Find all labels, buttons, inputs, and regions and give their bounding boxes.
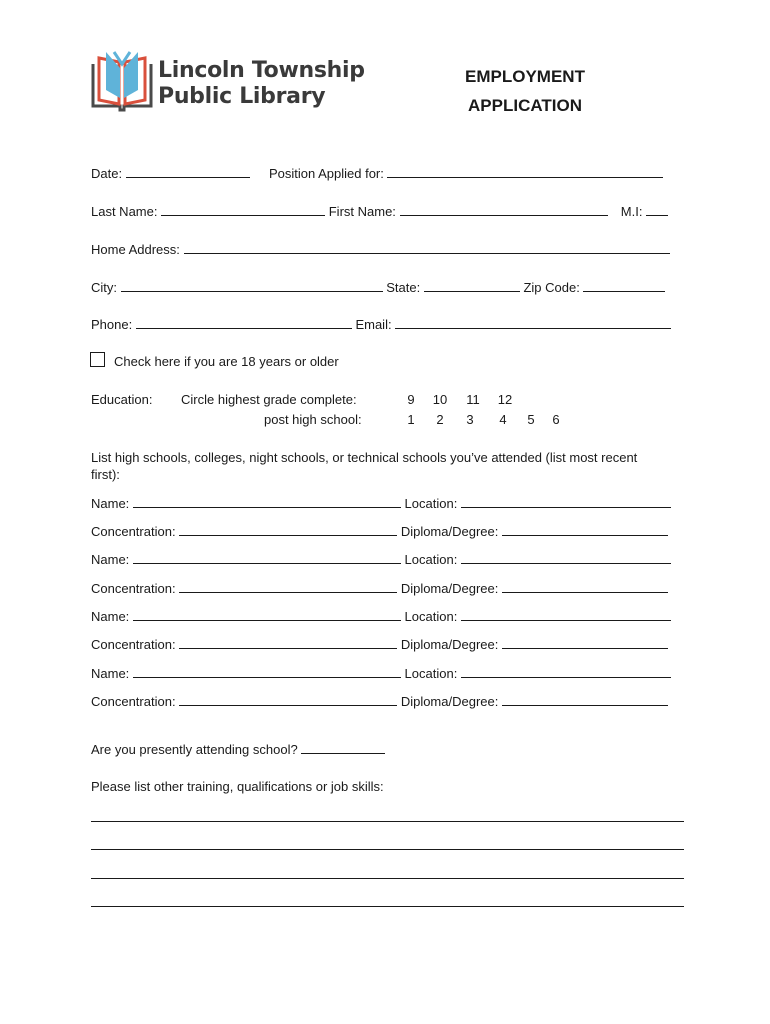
grade-11[interactable]: 11 (466, 392, 480, 407)
school-name-label: Name: (91, 666, 130, 681)
name-row (91, 203, 668, 220)
skills-line-3[interactable] (91, 878, 684, 879)
school-name-row (91, 495, 671, 512)
school-name-row (91, 608, 671, 625)
school-name-field[interactable] (133, 551, 401, 564)
post-year-2[interactable]: 2 (436, 412, 444, 427)
school-location-field[interactable] (461, 665, 671, 678)
post-year-4[interactable]: 4 (499, 412, 507, 427)
attending-row (91, 741, 385, 758)
logo-line-2: Public Library (158, 84, 326, 109)
last-name-label: Last Name: (91, 204, 158, 219)
attending-field[interactable] (301, 741, 385, 754)
school-concentration-row (91, 580, 668, 597)
diploma-label: Diploma/Degree: (400, 581, 499, 596)
state-label: State: (386, 280, 421, 295)
library-logo (90, 48, 380, 118)
school-location-field[interactable] (461, 551, 671, 564)
school-name-label: Name: (91, 609, 130, 624)
address-row (91, 241, 670, 258)
school-concentration-row (91, 693, 668, 710)
concentration-label: Concentration: (91, 694, 176, 709)
grade-12[interactable]: 12 (497, 392, 513, 407)
date-position-row (91, 165, 663, 182)
position-label: Position Applied for: (268, 166, 384, 181)
phone-label: Phone: (91, 317, 133, 332)
school-location-field[interactable] (461, 608, 671, 621)
concentration-label: Concentration: (91, 637, 176, 652)
city-field[interactable] (121, 279, 383, 292)
diploma-label: Diploma/Degree: (400, 637, 499, 652)
position-field[interactable] (387, 165, 663, 178)
date-field[interactable] (126, 165, 250, 178)
phone-field[interactable] (136, 316, 352, 329)
email-label: Email: (355, 317, 392, 332)
skills-line-4[interactable] (91, 906, 684, 907)
skills-line-2[interactable] (91, 849, 684, 850)
post-high-school-label: post high school: (264, 412, 362, 427)
logo-text (158, 58, 365, 110)
school-location-field[interactable] (461, 495, 671, 508)
school-name-field[interactable] (133, 495, 401, 508)
concentration-label: Concentration: (91, 524, 176, 539)
book-icon (90, 50, 154, 112)
post-year-3[interactable]: 3 (466, 412, 474, 427)
school-location-label: Location: (404, 666, 458, 681)
school-name-row (91, 551, 671, 568)
concentration-field[interactable] (179, 523, 397, 536)
school-name-field[interactable] (133, 665, 401, 678)
city-label: City: (91, 280, 117, 295)
schools-intro-cont: first): (91, 467, 120, 482)
concentration-label: Concentration: (91, 581, 176, 596)
title-line-2: APPLICATION (468, 96, 582, 115)
school-location-label: Location: (404, 496, 458, 511)
post-year-5[interactable]: 5 (527, 412, 535, 427)
schools-intro: List high schools, colleges, night schools, or technical schools you’ve attended (list most recent (91, 450, 638, 465)
post-year-6[interactable]: 6 (552, 412, 560, 427)
concentration-field[interactable] (179, 580, 397, 593)
state-field[interactable] (424, 279, 520, 292)
title-line-1: EMPLOYMENT (465, 67, 585, 86)
concentration-field[interactable] (179, 693, 397, 706)
school-concentration-row (91, 636, 668, 653)
age-check-label: Check here if you are 18 years or older (114, 354, 339, 369)
zip-label: Zip Code: (523, 280, 580, 295)
zip-field[interactable] (583, 279, 665, 292)
diploma-label: Diploma/Degree: (400, 694, 499, 709)
email-field[interactable] (395, 316, 671, 329)
grade-10[interactable]: 10 (432, 392, 448, 407)
post-year-1[interactable]: 1 (407, 412, 415, 427)
diploma-label: Diploma/Degree: (400, 524, 499, 539)
diploma-field[interactable] (502, 636, 668, 649)
age-checkbox[interactable] (90, 352, 105, 367)
city-row (91, 279, 665, 296)
education-label: Education: (91, 392, 153, 407)
school-name-row (91, 665, 671, 682)
last-name-field[interactable] (161, 203, 325, 216)
school-name-field[interactable] (133, 608, 401, 621)
school-concentration-row (91, 523, 668, 540)
school-name-label: Name: (91, 496, 130, 511)
diploma-field[interactable] (502, 580, 668, 593)
logo-line-1: Lincoln Township (158, 58, 365, 83)
skills-label: Please list other training, qualifications or job skills: (91, 779, 384, 794)
skills-line-1[interactable] (91, 821, 684, 822)
diploma-field[interactable] (502, 693, 668, 706)
attending-label: Are you presently attending school? (91, 742, 298, 757)
school-location-label: Location: (404, 609, 458, 624)
concentration-field[interactable] (179, 636, 397, 649)
first-name-field[interactable] (400, 203, 608, 216)
contact-row (91, 316, 671, 333)
school-name-label: Name: (91, 552, 130, 567)
first-name-label: First Name: (328, 204, 396, 219)
grade-label: Circle highest grade complete: (181, 392, 357, 407)
grade-9[interactable]: 9 (407, 392, 415, 407)
home-address-field[interactable] (184, 241, 670, 254)
diploma-field[interactable] (502, 523, 668, 536)
date-label: Date: (91, 166, 123, 181)
school-location-label: Location: (404, 552, 458, 567)
home-address-label: Home Address: (91, 242, 180, 257)
mi-label: M.I: (620, 204, 643, 219)
mi-field[interactable] (646, 203, 668, 216)
